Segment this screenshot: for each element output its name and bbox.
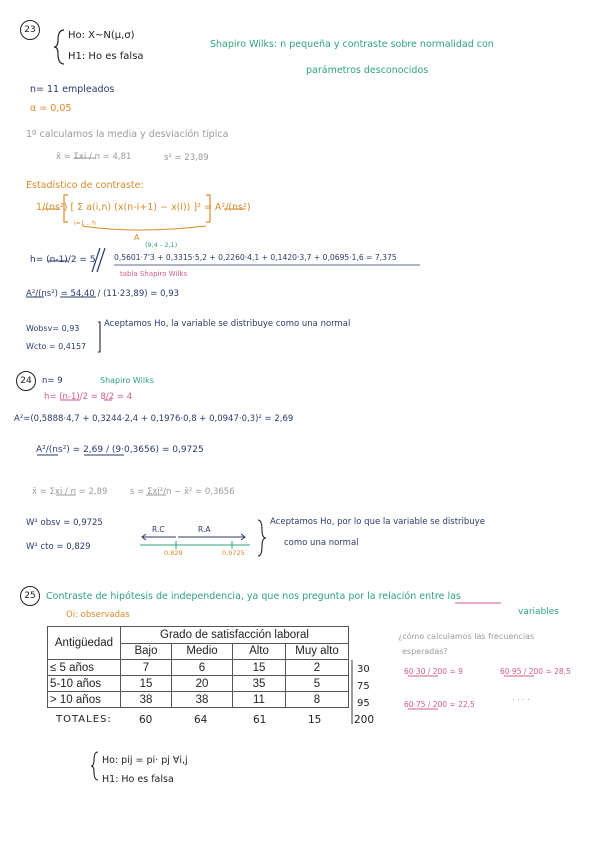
- A-sum: 0,5601·7'3 + 0,3315·5,2 + 0,2260·4,1 + 0,1420·3,7 + 0,0695·1,6 = 7,375: [114, 253, 397, 262]
- acceptance-region-label: R.A: [198, 525, 211, 534]
- table-cell: 7: [121, 660, 172, 676]
- table-header-row: [48, 627, 349, 644]
- sample-variance: s² = 23,89: [164, 153, 209, 163]
- row-total: 30: [357, 664, 370, 675]
- alternative-hypothesis-25: H1: Ho es falsa: [102, 774, 174, 785]
- row-label: ≤ 5 años: [48, 660, 121, 676]
- observed-label: Oi: observadas: [66, 610, 130, 620]
- conclusion-23: Aceptamos Ho, la variable se distribuye como una normal: [104, 319, 351, 329]
- table-row: [48, 660, 349, 676]
- null-hypothesis-25: Ho: pij = pi· pj ∀i,j: [102, 755, 188, 766]
- expected-freq-1: 60·30 / 200 = 9: [404, 667, 463, 676]
- null-hypothesis: Ho: X~N(μ,σ): [68, 30, 135, 41]
- w-calculation-24: A²/(ns²) = 2,69 / (9·0,3656) = 0,9725: [36, 445, 204, 455]
- grand-total: 200: [354, 714, 375, 726]
- table-cell: 15: [121, 676, 172, 692]
- axis-critical-value: 0,829: [164, 549, 183, 557]
- w-critical: Wcto = 0,4157: [26, 342, 87, 351]
- column-header: Medio: [172, 643, 233, 660]
- A-label: A: [134, 233, 140, 242]
- expected-question-line2: esperadas?: [402, 647, 448, 656]
- axis-observed-value: 0,9725: [222, 549, 245, 557]
- problem-25-title-line2: variables: [518, 607, 559, 617]
- table-row: [48, 692, 349, 708]
- step-mean-std: 1º calculamos la media y desviación típica: [26, 129, 229, 140]
- sample-mean-24: x̄ = Σxi / n = 2,89: [32, 487, 108, 497]
- method-24: Shapiro Wilks: [100, 376, 154, 385]
- expected-freq-2: 60·95 / 200 = 28,5: [500, 667, 571, 676]
- column-total: 15: [308, 714, 322, 726]
- sum-limits: i=1 .. h: [74, 220, 96, 227]
- table-corner-header: Antigüedad: [48, 627, 121, 660]
- table-cell: 5: [286, 676, 349, 692]
- table-cell: 20: [172, 676, 233, 692]
- w-critical-24: W² cto = 0,829: [26, 542, 91, 552]
- expected-freq-3: 60·75 / 200 = 22,5: [404, 700, 475, 709]
- method-note-line2: parámetros desconocidos: [306, 65, 429, 76]
- column-total: 64: [194, 714, 208, 726]
- sample-std-24: s = Σxi²/n − x̄² = 0,3656: [130, 487, 235, 497]
- ellipsis: . . . .: [512, 693, 530, 702]
- row-label: 5-10 años: [48, 676, 121, 692]
- test-statistic-title: Estadístico de contraste:: [26, 180, 144, 191]
- table-cell: 38: [121, 692, 172, 708]
- table-cell: 38: [172, 692, 233, 708]
- shapiro-table-ref: tabla Shapiro Wilks: [120, 270, 188, 278]
- table-cell: 35: [233, 676, 286, 692]
- rejection-region-label: R.C: [152, 525, 165, 534]
- table-group-header: Grado de satisfacción laboral: [121, 627, 349, 644]
- table-cell: 2: [286, 660, 349, 676]
- contingency-table: [47, 626, 349, 708]
- column-header: Alto: [233, 643, 286, 660]
- conclusion-24-line1: Aceptamos Ho, por lo que la variable se distribuye: [270, 517, 485, 527]
- significance-level: α = 0,05: [30, 103, 72, 114]
- h-calculation: h= (n-1)/2 = 5: [30, 255, 96, 265]
- column-total: 60: [139, 714, 153, 726]
- column-header: Bajo: [121, 643, 172, 660]
- expected-question-line1: ¿cómo calculamos las frecuencias: [398, 632, 535, 641]
- row-label: > 10 años: [48, 692, 121, 708]
- sample-mean: x̄ = Σxi / n = 4,81: [56, 152, 132, 162]
- alternative-hypothesis: H1: Ho es falsa: [68, 51, 144, 62]
- table-cell: 11: [233, 692, 286, 708]
- conclusion-24-line2: como una normal: [284, 538, 359, 548]
- sample-size-24: n= 9: [42, 376, 63, 386]
- table-cell: 8: [286, 692, 349, 708]
- A2-calculation: A²=(0,5888·4,7 + 0,3244·2,4 + 0,1976·0,8 + 0,0947·0,3)² = 2,69: [14, 414, 294, 424]
- column-header: Muy alto: [286, 643, 349, 660]
- problem-number-25: 25: [20, 586, 40, 606]
- w-observed: Wobsv= 0,93: [26, 324, 80, 333]
- problem-number-23: 23: [20, 20, 40, 40]
- w-observed-24: W² obsv = 0,9725: [26, 518, 103, 528]
- table-cell: 15: [233, 660, 286, 676]
- totals-label: TOTALES:: [56, 714, 112, 725]
- w-calculation: A²/(ns²) = 54,40 / (11·23,89) = 0,93: [26, 289, 180, 299]
- row-total: 75: [357, 681, 370, 692]
- column-total: 61: [253, 714, 267, 726]
- sample-size: n= 11 empleados: [30, 84, 115, 95]
- method-note-line1: Shapiro Wilks: n pequeña y contraste sobre normalidad con: [210, 39, 494, 50]
- table-cell: 6: [172, 660, 233, 676]
- problem-number-24: 24: [16, 371, 36, 391]
- table-row: [48, 676, 349, 692]
- row-total: 95: [357, 698, 370, 709]
- A-note: (9,4 - 2,1): [145, 241, 178, 249]
- problem-25-title-line1: Contraste de hipótesis de independencia, ya que nos pregunta por la relación entre las: [46, 591, 461, 602]
- test-statistic-formula: 1/(ns²) [ Σ a(i,n) (x(n-i+1) − x(i)) ]² = A²/(ns²): [36, 202, 251, 213]
- h-calculation-24: h= (n-1)/2 = 8/2 = 4: [44, 392, 133, 402]
